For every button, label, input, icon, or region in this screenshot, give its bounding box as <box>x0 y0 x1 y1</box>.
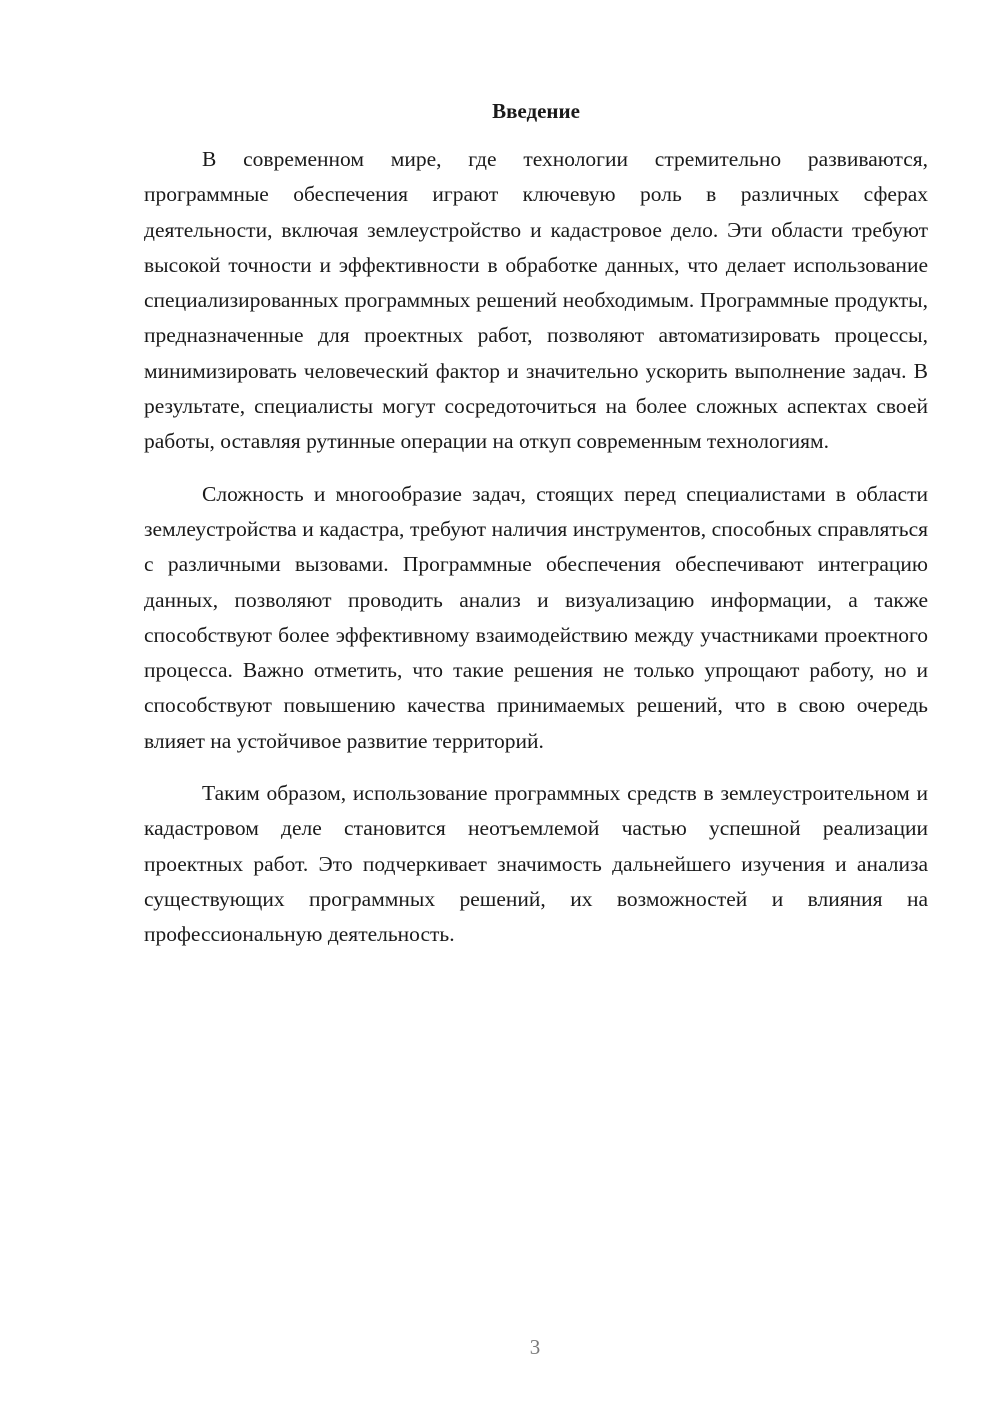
paragraph-3: Таким образом, использование программных средств в землеустроительном и кадастровом деле становится неотъемлемой частью успешной реализации проектных работ. Это подчеркивает значимость дальнейшего изучения и анализа существующих программных решений, их возможностей и влияния на профессиональную деятельность. <box>144 781 928 947</box>
paragraph-1: В современном мире, где технологии стремительно развиваются, программные обеспечения играют ключевую роль в различных сферах деятельности, включая землеустройство и кадастровое дело. Эти области требуют высокой точности и эффективности в обработке данных, что делает использование специализированных программных решений необходимым. Программные продукты, предназначенные для проектных работ, позволяют автоматизировать процессы, минимизировать человеческий фактор и значительно ускорить выполнение задач. В результате, специалисты могут сосредоточиться на более сложных аспектах своей работы, оставляя рутинные операции на откуп современным технологиям. <box>144 147 928 454</box>
paragraph-2: Сложность и многообразие задач, стоящих перед специалистами в области землеустройства и кадастра, требуют наличия инструментов, способных справляться с различными вызовами. Программные обеспечения обеспечивают интеграцию данных, позволяют проводить анализ и визуализацию информации, а также способствуют более эффективному взаимодействию между участниками проектного процесса. Важно отметить, что такие решения не только упрощают работу, но и способствуют повышению качества принимаемых решений, что в свою очередь влияет на устойчивое развитие территорий. <box>144 481 928 753</box>
page-number: 3 <box>529 1335 541 1359</box>
body-text <box>144 142 928 970</box>
section-heading: Введение <box>492 99 580 123</box>
